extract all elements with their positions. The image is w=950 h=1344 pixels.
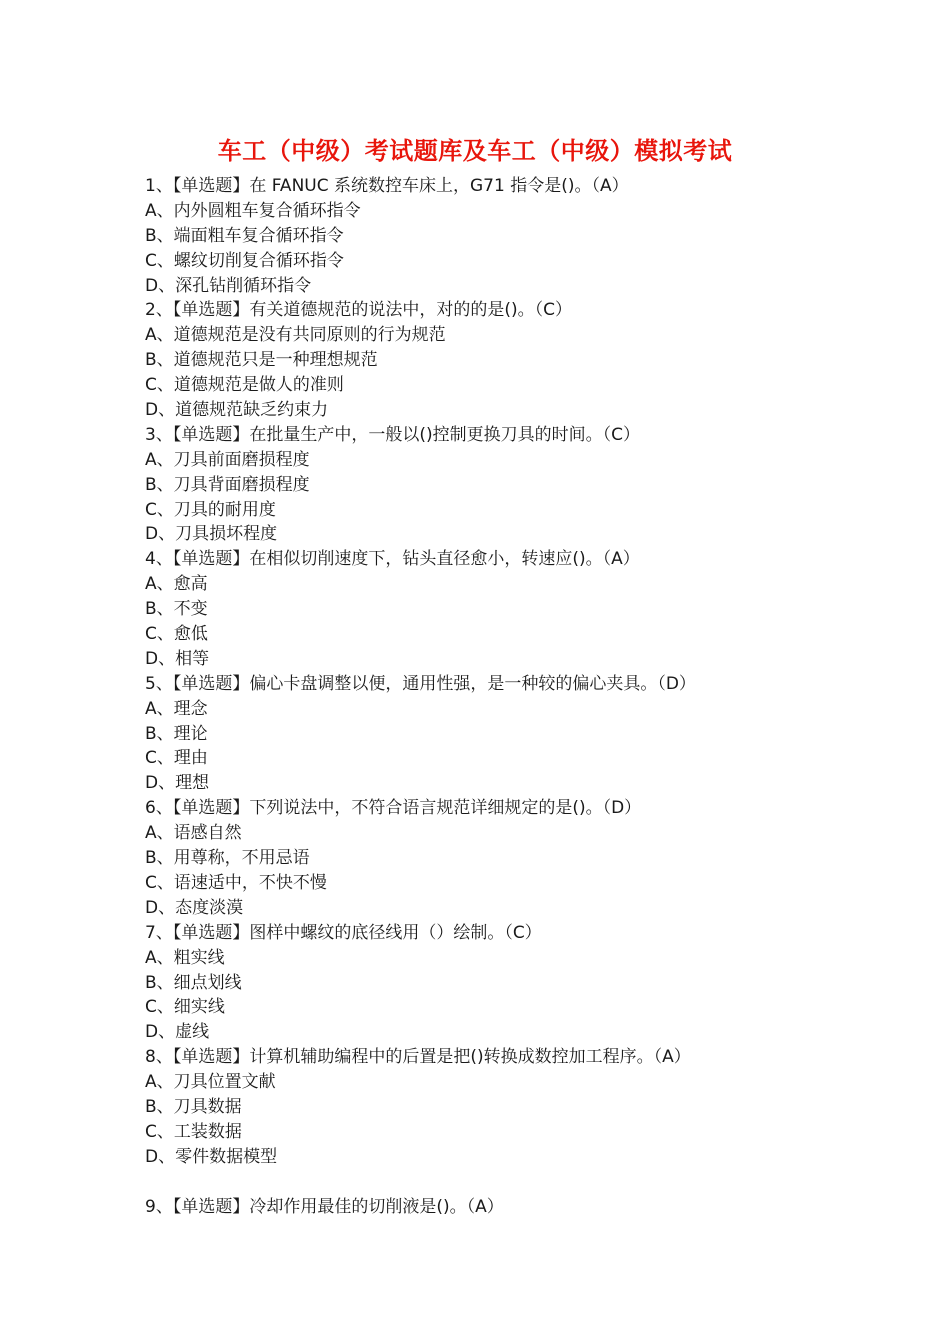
answer-option: A、理念 — [145, 698, 208, 719]
answer-option: B、刀具数据 — [145, 1096, 242, 1117]
answer-option: D、刀具损坏程度 — [145, 524, 278, 545]
answer-option: D、虚线 — [145, 1022, 210, 1043]
answer-option: C、道德规范是做人的准则 — [145, 375, 344, 396]
question-stem: 1、【单选题】在 FANUC 系统数控车床上，G71 指令是()。（A） — [145, 176, 629, 196]
answer-option: C、刀具的耐用度 — [145, 499, 276, 520]
answer-option: A、内外圆粗车复合循环指令 — [145, 200, 361, 221]
answer-option: D、道德规范缺乏约束力 — [145, 400, 329, 421]
answer-option: B、细点划线 — [145, 972, 242, 993]
answer-option: C、工装数据 — [145, 1121, 242, 1142]
answer-option: A、粗实线 — [145, 947, 225, 968]
answer-option: D、态度淡漠 — [145, 897, 244, 918]
answer-option: B、不变 — [145, 599, 208, 620]
document-title: 车工（中级）考试题库及车工（中级）模拟考试 — [217, 136, 733, 165]
question-stem: 7、【单选题】图样中螺纹的底径线用（）绘制。（C） — [145, 922, 542, 943]
question-stem: 4、【单选题】在相似切削速度下，钻头直径愈小，转速应()。（A） — [145, 549, 640, 570]
answer-option: D、零件数据模型 — [145, 1146, 278, 1167]
answer-option: B、端面粗车复合循环指令 — [145, 225, 344, 246]
answer-option: D、相等 — [145, 648, 210, 669]
answer-option: B、理论 — [145, 723, 208, 744]
question-list — [145, 174, 845, 1219]
answer-option: D、深孔钻削循环指令 — [145, 275, 312, 296]
answer-option: B、用尊称，不用忌语 — [145, 848, 310, 869]
answer-option: B、道德规范只是一种理想规范 — [145, 350, 378, 371]
answer-option: C、螺纹切削复合循环指令 — [145, 250, 344, 271]
answer-option: A、语感自然 — [145, 823, 242, 844]
question-stem: 2、【单选题】有关道德规范的说法中，对的的是()。（C） — [145, 300, 572, 321]
question-stem: 9、【单选题】冷却作用最佳的切削液是()。（A） — [145, 1196, 504, 1217]
answer-option: A、刀具位置文献 — [145, 1072, 276, 1093]
question-stem: 5、【单选题】偏心卡盘调整以便，通用性强，是一种较的偏心夹具。（D） — [145, 673, 696, 694]
answer-option: A、愈高 — [145, 574, 208, 595]
answer-option: B、刀具背面磨损程度 — [145, 474, 310, 495]
answer-option: C、语速适中，不快不慢 — [145, 872, 327, 893]
answer-option: D、理想 — [145, 773, 210, 794]
answer-option: C、理由 — [145, 748, 208, 769]
answer-option: C、愈低 — [145, 624, 208, 645]
answer-option: A、道德规范是没有共同原则的行为规范 — [145, 325, 446, 346]
question-stem: 8、【单选题】计算机辅助编程中的后置是把()转换成数控加工程序。（A） — [145, 1047, 691, 1068]
paragraph-gap — [145, 1170, 845, 1195]
question-stem: 6、【单选题】下列说法中，不符合语言规范详细规定的是()。（D） — [145, 798, 642, 819]
answer-option: C、细实线 — [145, 997, 225, 1018]
question-stem: 3、【单选题】在批量生产中，一般以()控制更换刀具的时间。（C） — [145, 424, 640, 445]
answer-option: A、刀具前面磨损程度 — [145, 449, 310, 470]
